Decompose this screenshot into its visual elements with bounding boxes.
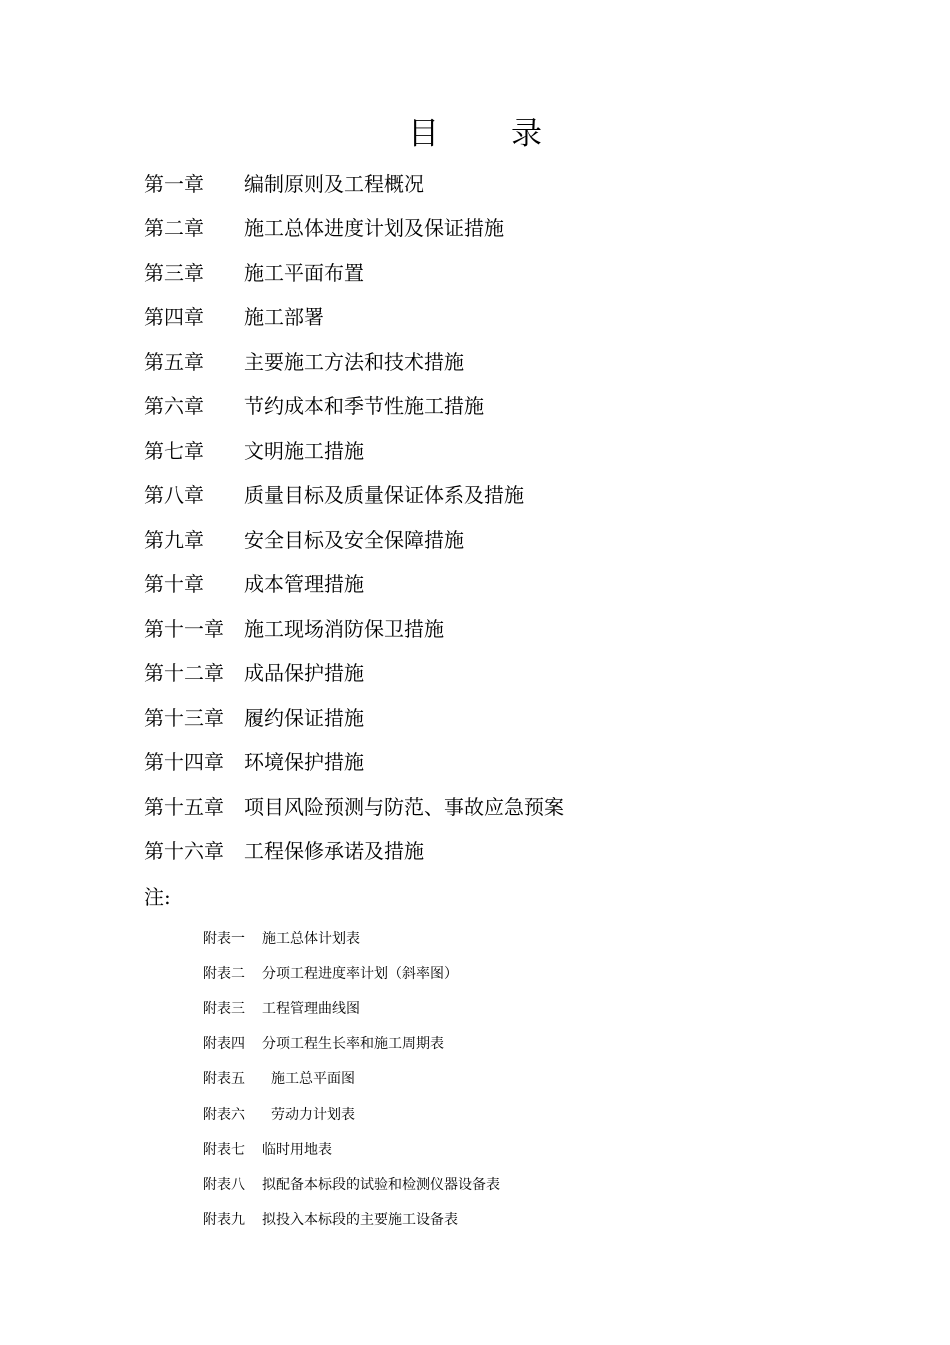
appendix-number: 附表九 xyxy=(203,1212,245,1229)
chapter-number: 第八章 xyxy=(144,483,204,508)
chapter-name: 节约成本和季节性施工措施 xyxy=(244,394,484,419)
chapter-name: 施工总体进度计划及保证措施 xyxy=(244,216,504,241)
appendix-item xyxy=(203,1166,803,1201)
chapter-name: 工程保修承诺及措施 xyxy=(244,839,424,864)
chapter-number: 第七章 xyxy=(144,438,204,463)
chapter-name: 编制原则及工程概况 xyxy=(244,171,424,196)
chapter-item xyxy=(144,561,844,606)
chapter-number: 第三章 xyxy=(144,260,204,285)
chapter-item xyxy=(144,828,844,873)
chapter-item xyxy=(144,650,844,695)
appendix-item xyxy=(203,1202,803,1237)
chapter-number: 第十五章 xyxy=(144,794,224,819)
appendix-name: 工程管理曲线图 xyxy=(262,1000,360,1017)
appendix-item xyxy=(203,920,803,955)
title-part-2: 录 xyxy=(511,116,542,152)
appendix-name: 拟配备本标段的试验和检测仪器设备表 xyxy=(262,1176,500,1193)
appendix-number: 附表七 xyxy=(203,1141,245,1158)
chapter-item xyxy=(144,427,844,472)
appendix-name: 劳动力计划表 xyxy=(271,1106,355,1123)
appendix-name: 临时用地表 xyxy=(262,1141,332,1158)
chapter-number: 第十二章 xyxy=(144,661,224,686)
chapter-number: 第五章 xyxy=(144,349,204,374)
chapter-item xyxy=(144,160,844,205)
chapter-item xyxy=(144,338,844,383)
chapter-item xyxy=(144,472,844,517)
note-label: 注: xyxy=(144,885,171,909)
appendix-item xyxy=(203,1096,803,1131)
chapter-name: 施工现场消防保卫措施 xyxy=(244,616,444,641)
chapter-item xyxy=(144,694,844,739)
chapter-name: 质量目标及质量保证体系及措施 xyxy=(244,483,524,508)
appendix-name: 分项工程进度率计划（斜率图） xyxy=(262,965,458,982)
chapter-item xyxy=(144,605,844,650)
appendix-item xyxy=(203,1061,803,1096)
title-part-1: 目 xyxy=(408,116,439,152)
appendix-item xyxy=(203,1026,803,1061)
chapter-number: 第十三章 xyxy=(144,705,224,730)
chapter-name: 履约保证措施 xyxy=(244,705,364,730)
chapter-item xyxy=(144,739,844,784)
appendix-list xyxy=(203,920,803,1237)
chapter-name: 成本管理措施 xyxy=(244,572,364,597)
chapter-name: 环境保护措施 xyxy=(244,750,364,775)
appendix-number: 附表五 xyxy=(203,1071,245,1088)
chapter-name: 施工部署 xyxy=(244,305,324,330)
chapter-number: 第十六章 xyxy=(144,839,224,864)
appendix-number: 附表六 xyxy=(203,1106,245,1123)
chapter-name: 安全目标及安全保障措施 xyxy=(244,527,464,552)
chapter-item xyxy=(144,783,844,828)
chapter-number: 第六章 xyxy=(144,394,204,419)
chapter-name: 文明施工措施 xyxy=(244,438,364,463)
appendix-name: 分项工程生长率和施工周期表 xyxy=(262,1036,444,1053)
chapter-list xyxy=(144,160,844,872)
appendix-number: 附表四 xyxy=(203,1036,245,1053)
chapter-item xyxy=(144,205,844,250)
chapter-number: 第一章 xyxy=(144,171,204,196)
chapter-item xyxy=(144,383,844,428)
chapter-number: 第九章 xyxy=(144,527,204,552)
chapter-number: 第十四章 xyxy=(144,750,224,775)
chapter-name: 成品保护措施 xyxy=(244,661,364,686)
chapter-item xyxy=(144,516,844,561)
chapter-name: 施工平面布置 xyxy=(244,260,364,285)
appendix-number: 附表二 xyxy=(203,965,245,982)
chapter-number: 第十章 xyxy=(144,572,204,597)
chapter-number: 第二章 xyxy=(144,216,204,241)
chapter-item xyxy=(144,294,844,339)
appendix-name: 施工总体计划表 xyxy=(262,930,360,947)
chapter-number: 第四章 xyxy=(144,305,204,330)
chapter-number: 第十一章 xyxy=(144,616,224,641)
page-title xyxy=(0,112,950,156)
appendix-number: 附表三 xyxy=(203,1000,245,1017)
appendix-item xyxy=(203,990,803,1025)
appendix-item xyxy=(203,955,803,990)
appendix-name: 拟投入本标段的主要施工设备表 xyxy=(262,1212,458,1229)
chapter-item xyxy=(144,249,844,294)
chapter-name: 主要施工方法和技术措施 xyxy=(244,349,464,374)
appendix-number: 附表八 xyxy=(203,1176,245,1193)
chapter-name: 项目风险预测与防范、事故应急预案 xyxy=(244,794,564,819)
appendix-number: 附表一 xyxy=(203,930,245,947)
appendix-item xyxy=(203,1131,803,1166)
appendix-name: 施工总平面图 xyxy=(271,1071,355,1088)
